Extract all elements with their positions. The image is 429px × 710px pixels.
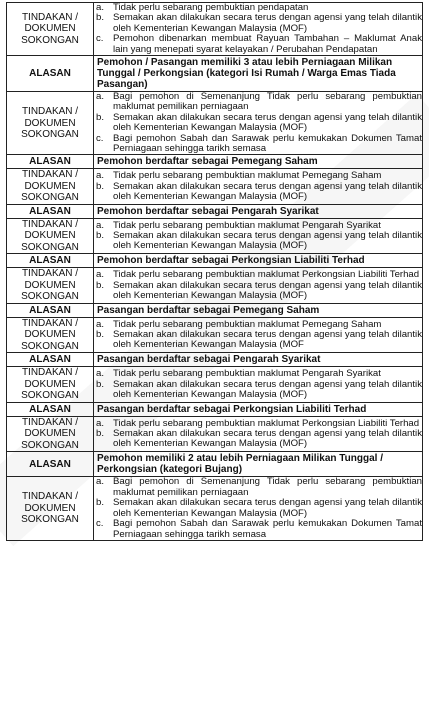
alasan-label: ALASAN — [7, 155, 94, 169]
item-marker: c. — [96, 33, 104, 45]
tindakan-list — [94, 317, 423, 353]
item-marker: a. — [96, 170, 105, 182]
item-list — [94, 92, 422, 154]
item-list — [94, 320, 422, 351]
alasan-row — [7, 303, 423, 317]
list-item — [94, 380, 422, 401]
item-marker: b. — [96, 12, 105, 24]
item-marker: b. — [96, 230, 105, 242]
item-text: Tidak perlu sebarang pembuktian pendapatan — [113, 2, 309, 13]
alasan-row — [7, 402, 423, 416]
alasan-text: Pasangan berdaftar sebagai Pemegang Saham — [94, 303, 423, 317]
item-marker: a. — [96, 417, 105, 429]
tindakan-list — [94, 367, 423, 403]
list-item — [94, 92, 422, 113]
tindakan-list — [94, 92, 423, 155]
tindakan-list — [94, 268, 423, 304]
tindakan-list — [94, 477, 423, 540]
tindakan-row — [7, 169, 423, 205]
tindakan-row — [7, 3, 423, 56]
list-item — [94, 498, 422, 519]
item-text: Semakan akan dilakukan secara terus dengan agensi yang telah dilantik oleh Kementerian Kewangan Malaysia (MOF) — [113, 180, 422, 202]
alasan-row — [7, 353, 423, 367]
alasan-label: ALASAN — [7, 56, 94, 92]
item-marker: b. — [96, 180, 105, 192]
item-text: Bagi pemohon Sabah dan Sarawak perlu kemukakan Dokumen Tamat Perniagaan sehingga tarikh semasa — [113, 518, 422, 540]
alasan-text: Pemohon memiliki 2 atau lebih Perniagaan Milikan Tunggal / Perkongsian (kategori Bujang) — [94, 452, 423, 477]
item-list — [94, 270, 422, 301]
item-marker: b. — [96, 378, 105, 390]
tindakan-label: TINDAKAN / DOKUMEN SOKONGAN — [7, 367, 94, 403]
tindakan-row — [7, 317, 423, 353]
item-marker: a. — [96, 318, 105, 330]
alasan-row — [7, 452, 423, 477]
tindakan-row — [7, 92, 423, 155]
item-list — [94, 369, 422, 400]
item-text: Semakan akan dilakukan secara terus dengan agensi yang telah dilantik oleh Kementerian Kewangan Malaysia (MOF) — [113, 279, 422, 301]
item-text: Semakan akan dilakukan secara terus dengan agensi yang telah dilantik oleh Kementerian Kewangan Malaysia (MOF) — [113, 230, 422, 252]
tindakan-label: TINDAKAN / DOKUMEN SOKONGAN — [7, 92, 94, 155]
tindakan-row — [7, 268, 423, 304]
list-item — [94, 330, 422, 351]
item-marker: a. — [96, 219, 105, 231]
alasan-text: Pemohon / Pasangan memiliki 3 atau lebih Perniagaan Milikan Tunggal / Perkongsian (kategori Isi Rumah / Warga Emas Tiada Pasangan) — [94, 56, 423, 92]
tindakan-list — [94, 3, 423, 56]
alasan-label: ALASAN — [7, 254, 94, 268]
item-text: Tidak perlu sebarang pembuktian maklumat Pengarah Syarikat — [113, 219, 381, 231]
alasan-label: ALASAN — [7, 452, 94, 477]
item-text: Tidak perlu sebarang pembuktian maklumat Perkongsian Liabiliti Terhad — [113, 417, 420, 429]
tindakan-label: TINDAKAN / DOKUMEN SOKONGAN — [7, 317, 94, 353]
list-item — [94, 429, 422, 450]
item-text: Tidak perlu sebarang pembuktian maklumat Pengarah Syarikat — [113, 368, 381, 380]
alasan-label: ALASAN — [7, 303, 94, 317]
tindakan-list — [94, 218, 423, 254]
item-marker: a. — [96, 91, 105, 103]
tindakan-list — [94, 416, 423, 452]
tindakan-label: TINDAKAN / DOKUMEN SOKONGAN — [7, 416, 94, 452]
tindakan-label: TINDAKAN / DOKUMEN SOKONGAN — [7, 477, 94, 540]
alasan-label: ALASAN — [7, 402, 94, 416]
item-text: Semakan akan dilakukan secara terus dengan agensi yang telah dilantik oleh Kementerian Kewangan Malaysia (MOF) — [113, 12, 422, 34]
item-text: Pemohon dibenarkan membuat Rayuan Tambahan – Maklumat Anak lain yang menepati syarat kelayakan / Perubahan Pendapatan — [113, 33, 422, 55]
item-marker: a. — [96, 2, 105, 13]
item-text: Semakan akan dilakukan secara terus dengan agensi yang telah dilantik oleh Kementerian Kewangan Malaysia (MOF — [113, 329, 422, 351]
tindakan-row — [7, 416, 423, 452]
item-marker: a. — [96, 269, 105, 281]
list-item — [94, 519, 422, 540]
item-list — [94, 419, 422, 450]
list-item — [94, 182, 422, 203]
alasan-label: ALASAN — [7, 353, 94, 367]
alasan-row — [7, 204, 423, 218]
item-text: Semakan akan dilakukan secara terus dengan agensi yang telah dilantik oleh Kementerian Kewangan Malaysia (MOF) — [113, 378, 422, 400]
alasan-text: Pemohon berdaftar sebagai Perkongsian Liabiliti Terhad — [94, 254, 423, 268]
list-item — [94, 231, 422, 252]
item-list — [94, 171, 422, 202]
item-text: Tidak perlu sebarang pembuktian maklumat Pemegang Saham — [113, 318, 382, 330]
list-item — [94, 13, 422, 34]
item-marker: b. — [96, 329, 105, 341]
tindakan-list — [94, 169, 423, 205]
item-list — [94, 221, 422, 252]
item-marker: b. — [96, 428, 105, 440]
item-text: Semakan akan dilakukan secara terus dengan agensi yang telah dilantik oleh Kementerian Kewangan Malaysia (MOF) — [113, 111, 422, 134]
list-item — [94, 134, 422, 155]
alasan-row — [7, 155, 423, 169]
tindakan-label: TINDAKAN / DOKUMEN SOKONGAN — [7, 218, 94, 254]
item-text: Semakan akan dilakukan secara terus dengan agensi yang telah dilantik oleh Kementerian Kewangan Malaysia (MOF) — [113, 428, 422, 450]
tindakan-row — [7, 367, 423, 403]
alasan-label: ALASAN — [7, 204, 94, 218]
item-marker: b. — [96, 279, 105, 291]
list-item — [94, 34, 422, 55]
item-text: Bagi pemohon di Semenanjung Tidak perlu sebarang pembuktian maklumat pemilikan perniagaan — [113, 91, 422, 113]
tindakan-label: TINDAKAN / DOKUMEN SOKONGAN — [7, 3, 94, 56]
tindakan-label: TINDAKAN / DOKUMEN SOKONGAN — [7, 268, 94, 304]
item-list — [94, 477, 422, 539]
item-marker: a. — [96, 476, 105, 488]
item-text: Bagi pemohon di Semenanjung Tidak perlu sebarang pembuktian maklumat pemilikan perniagaan — [113, 476, 422, 498]
item-text: Tidak perlu sebarang pembuktian maklumat Perkongsian Liabiliti Terhad — [113, 269, 420, 281]
item-marker: b. — [96, 111, 105, 123]
item-marker: c. — [96, 132, 104, 144]
item-text: Bagi pemohon Sabah dan Sarawak perlu kemukakan Dokumen Tamat Perniagaan sehingga tarikh semasa — [113, 132, 422, 155]
tindakan-row — [7, 218, 423, 254]
item-text: Semakan akan dilakukan secara terus dengan agensi yang telah dilantik oleh Kementerian Kewangan Malaysia (MOF) — [113, 497, 422, 519]
alasan-text: Pasangan berdaftar sebagai Pengarah Syarikat — [94, 353, 423, 367]
alasan-text: Pemohon berdaftar sebagai Pengarah Syarikat — [94, 204, 423, 218]
alasan-text: Pemohon berdaftar sebagai Pemegang Saham — [94, 155, 423, 169]
item-marker: c. — [96, 518, 104, 530]
tindakan-label: TINDAKAN / DOKUMEN SOKONGAN — [7, 169, 94, 205]
item-marker: a. — [96, 368, 105, 380]
list-item — [94, 113, 422, 134]
document-table — [6, 2, 423, 541]
item-marker: b. — [96, 497, 105, 509]
list-item — [94, 281, 422, 302]
list-item — [94, 477, 422, 498]
alasan-text: Pasangan berdaftar sebagai Perkongsian Liabiliti Terhad — [94, 402, 423, 416]
alasan-row — [7, 254, 423, 268]
tindakan-row — [7, 477, 423, 540]
alasan-row — [7, 56, 423, 92]
item-text: Tidak perlu sebarang pembuktian maklumat Pemegang Saham — [113, 170, 382, 182]
item-list — [94, 3, 422, 55]
